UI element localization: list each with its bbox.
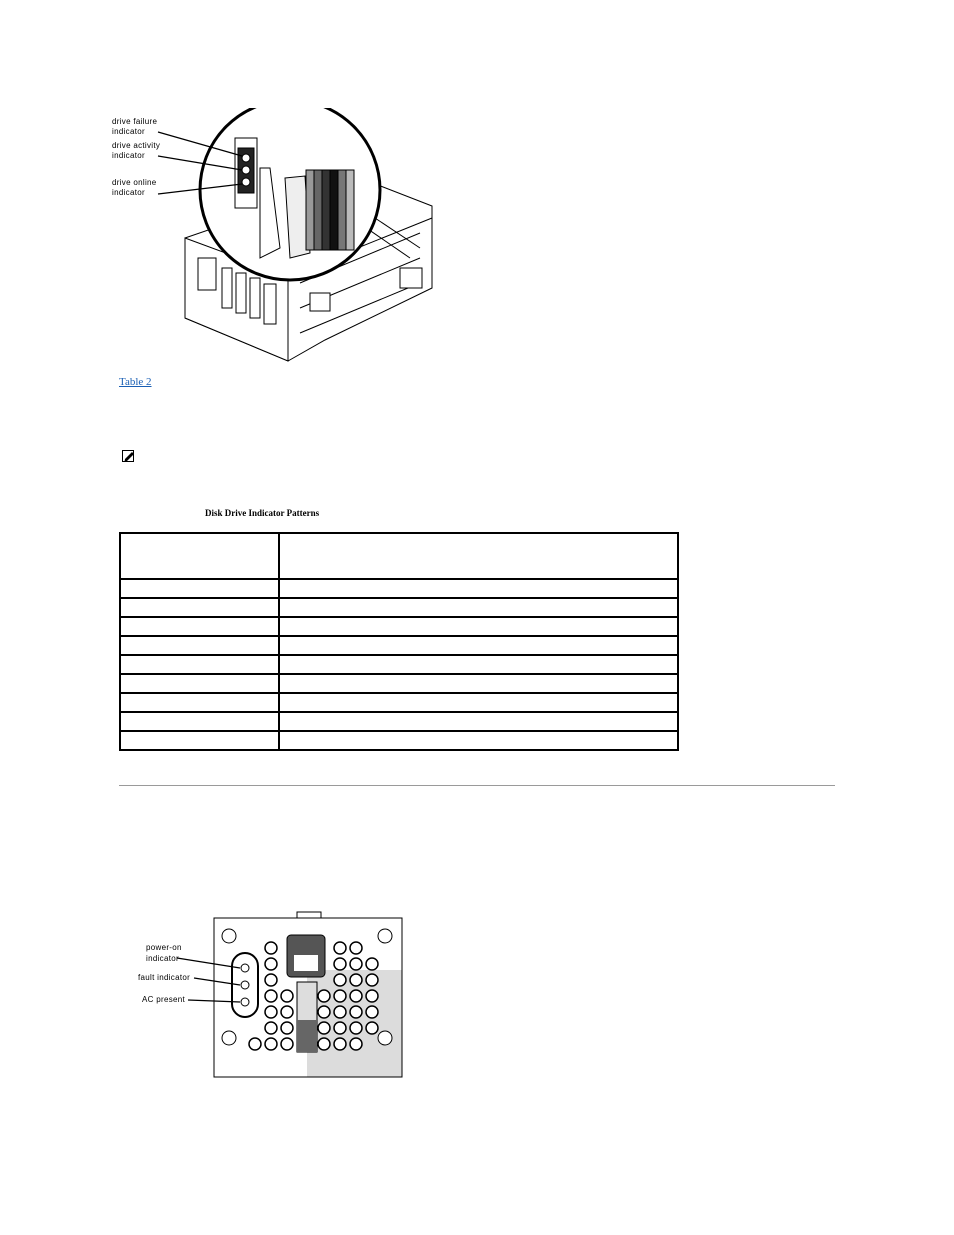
note-pencil-icon xyxy=(122,450,136,462)
table-row xyxy=(120,693,678,712)
table-cell xyxy=(279,636,678,655)
table-cell xyxy=(120,693,279,712)
table-cell xyxy=(120,712,279,731)
table-row xyxy=(120,712,678,731)
table-header-row xyxy=(120,533,678,579)
table-row xyxy=(120,674,678,693)
table-cell xyxy=(120,731,279,750)
callout-fault-indicator: fault indicator xyxy=(138,973,191,982)
table-cell xyxy=(120,655,279,674)
table-cell xyxy=(279,655,678,674)
power-supply-figure xyxy=(132,910,407,1080)
table-header-cell xyxy=(279,533,678,579)
section-divider xyxy=(119,785,835,786)
table-row xyxy=(120,598,678,617)
table-cell xyxy=(279,693,678,712)
table-cell xyxy=(279,617,678,636)
callout-drive-failure: drive failure indicator xyxy=(112,117,158,136)
table-cell xyxy=(120,598,279,617)
drive-indicators-figure xyxy=(110,108,446,370)
table-cell xyxy=(120,636,279,655)
table-cell xyxy=(279,731,678,750)
table-cell xyxy=(279,598,678,617)
table-cell xyxy=(120,579,279,598)
table-row xyxy=(120,617,678,636)
table-row xyxy=(120,636,678,655)
indicator-table xyxy=(119,532,679,751)
table-cell xyxy=(279,674,678,693)
table-cell xyxy=(120,617,279,636)
table-cell xyxy=(279,712,678,731)
table-2-link[interactable]: Table 2 xyxy=(119,376,152,388)
table-row xyxy=(120,731,678,750)
table-row xyxy=(120,655,678,674)
callout-ac-present: AC present xyxy=(142,995,186,1004)
table-cell xyxy=(120,674,279,693)
callout-drive-online: drive online indicator xyxy=(112,178,157,197)
table-row xyxy=(120,579,678,598)
callout-power-on: power-on indicator xyxy=(146,943,182,963)
callout-drive-activity: drive activity indicator xyxy=(112,141,161,160)
table-caption: Disk Drive Indicator Patterns xyxy=(205,508,320,518)
table-header-cell xyxy=(120,533,279,579)
table-cell xyxy=(279,579,678,598)
